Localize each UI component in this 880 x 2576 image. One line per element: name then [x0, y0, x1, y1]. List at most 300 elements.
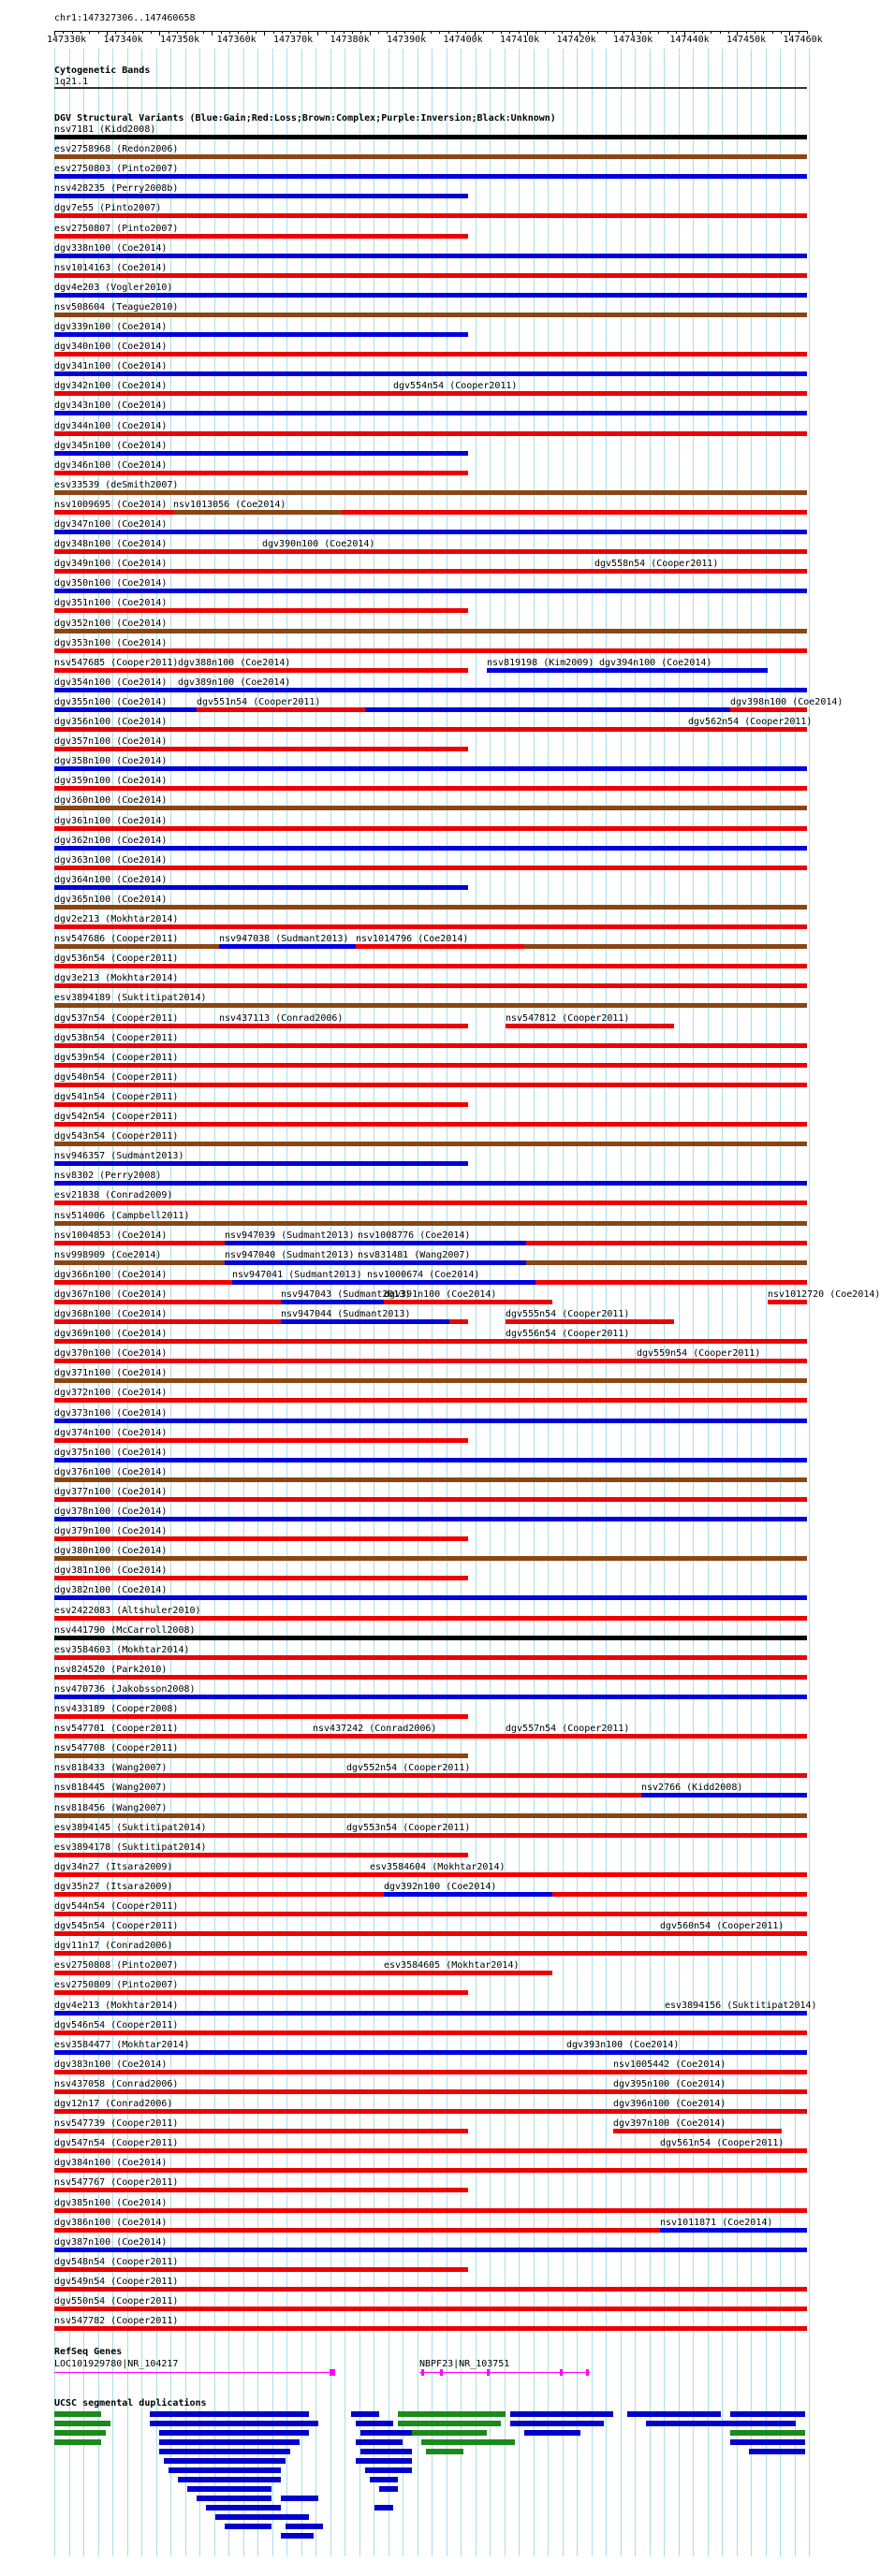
- ruler-tick-label[interactable]: 147330k: [47, 35, 87, 45]
- segdup-block[interactable]: [510, 2411, 613, 2417]
- variant-label[interactable]: nsv1000674 (Coe2014): [367, 1269, 480, 1280]
- variant-bar[interactable]: [613, 2109, 782, 2114]
- variant-label[interactable]: dgv365n100 (Coe2014): [54, 894, 168, 905]
- segdup-block[interactable]: [421, 2439, 515, 2445]
- variant-label[interactable]: dgv393n100 (Coe2014): [566, 2039, 680, 2050]
- variant-label[interactable]: nsv947044 (Sudmant2013): [281, 1309, 411, 1319]
- variant-label[interactable]: dgv370n100 (Coe2014): [54, 1348, 168, 1360]
- variant-label[interactable]: dgv550n54 (Cooper2011): [54, 2296, 179, 2307]
- variant-label[interactable]: dgv545n54 (Cooper2011): [54, 1921, 179, 1932]
- variant-bar[interactable]: [173, 510, 342, 515]
- variant-label[interactable]: dgv392n100 (Coe2014): [384, 1881, 497, 1892]
- variant-label[interactable]: dgv374n100 (Coe2014): [54, 1427, 168, 1438]
- variant-label[interactable]: dgv350n100 (Coe2014): [54, 578, 168, 589]
- cytoband-track-title[interactable]: Cytogenetic Bands: [54, 65, 151, 76]
- variant-label[interactable]: dgv542n54 (Cooper2011): [54, 1112, 179, 1122]
- segdup-block[interactable]: [730, 2430, 805, 2436]
- variant-label[interactable]: nsv547701 (Cooper2011): [54, 1724, 179, 1735]
- variant-label[interactable]: dgv7e55 (Pinto2007): [54, 203, 162, 214]
- variant-bar[interactable]: [54, 786, 807, 791]
- variant-label[interactable]: dgv395n100 (Coe2014): [613, 2078, 726, 2089]
- variant-label[interactable]: dgv549n54 (Cooper2011): [54, 2276, 179, 2287]
- variant-label[interactable]: dgv391n100 (Coe2014): [384, 1288, 497, 1300]
- variant-bar[interactable]: [54, 2188, 468, 2192]
- variant-bar[interactable]: [54, 2129, 468, 2133]
- variant-label[interactable]: esv3894156 (Suktitipat2014): [665, 2000, 817, 2011]
- variant-bar[interactable]: [54, 1398, 807, 1403]
- variant-bar[interactable]: [54, 1201, 807, 1205]
- segdup-block[interactable]: [215, 2514, 286, 2520]
- variant-label[interactable]: dgv397n100 (Coe2014): [613, 2118, 726, 2130]
- exon-block[interactable]: [421, 2369, 424, 2376]
- segdup-block[interactable]: [187, 2486, 271, 2492]
- variant-bar[interactable]: [566, 2050, 735, 2055]
- variant-bar[interactable]: [54, 2030, 807, 2035]
- variant-bar[interactable]: [54, 174, 807, 179]
- variant-label[interactable]: dgv361n100 (Coe2014): [54, 815, 168, 826]
- variant-label[interactable]: dgv398n100 (Coe2014): [730, 696, 843, 707]
- ruler-tick-label[interactable]: 147380k: [330, 35, 370, 45]
- variant-label[interactable]: nsv547812 (Cooper2011): [506, 1012, 630, 1024]
- segdup-block[interactable]: [379, 2486, 398, 2492]
- ruler-tick-label[interactable]: 147410k: [500, 35, 540, 45]
- variant-label[interactable]: dgv536n54 (Cooper2011): [54, 953, 179, 965]
- segdup-block[interactable]: [360, 2449, 412, 2454]
- variant-bar[interactable]: [54, 1912, 807, 1916]
- segdup-block[interactable]: [351, 2411, 379, 2417]
- variant-label[interactable]: dgv537n54 (Cooper2011): [54, 1012, 179, 1024]
- ruler-tick-label[interactable]: 147360k: [216, 35, 257, 45]
- cytoband-label[interactable]: 1q21.1: [54, 77, 89, 87]
- variant-label[interactable]: nsv437113 (Conrad2006): [219, 1012, 344, 1024]
- variant-bar[interactable]: [54, 1517, 807, 1521]
- segdup-block[interactable]: [365, 2467, 412, 2473]
- variant-label[interactable]: nsv547739 (Cooper2011): [54, 2118, 179, 2130]
- variant-label[interactable]: dgv390n100 (Coe2014): [262, 539, 375, 550]
- variant-label[interactable]: dgv366n100 (Coe2014): [54, 1269, 168, 1280]
- variant-bar[interactable]: [594, 569, 763, 574]
- variant-label[interactable]: dgv35n27 (Itsara2009): [54, 1881, 173, 1892]
- variant-bar[interactable]: [54, 1181, 807, 1186]
- refseq-track-title[interactable]: RefSeq Genes: [54, 2347, 123, 2357]
- variant-label[interactable]: dgv360n100 (Coe2014): [54, 795, 168, 807]
- variant-label[interactable]: dgv541n54 (Cooper2011): [54, 1091, 179, 1102]
- variant-bar[interactable]: [54, 648, 807, 653]
- variant-bar[interactable]: [54, 707, 807, 712]
- variant-label[interactable]: nsv1013056 (Coe2014): [173, 499, 286, 510]
- variant-label[interactable]: dgv11n17 (Conrad2006): [54, 1941, 173, 1952]
- variant-bar[interactable]: [660, 2228, 807, 2233]
- variant-bar[interactable]: [313, 1734, 481, 1739]
- variant-label[interactable]: dgv344n100 (Coe2014): [54, 420, 168, 431]
- variant-bar[interactable]: [219, 1024, 388, 1028]
- variant-label[interactable]: nsv947040 (Sudmant2013): [225, 1249, 355, 1260]
- variant-label[interactable]: dgv396n100 (Coe2014): [613, 2099, 726, 2109]
- variant-label[interactable]: dgv547n54 (Cooper2011): [54, 2138, 179, 2149]
- variant-bar[interactable]: [54, 1122, 807, 1127]
- variant-bar[interactable]: [768, 1300, 807, 1304]
- variant-bar[interactable]: [54, 530, 807, 534]
- variant-bar[interactable]: [54, 1142, 807, 1146]
- variant-label[interactable]: nsv1009695 (Coe2014): [54, 499, 168, 510]
- segdup-block[interactable]: [159, 2449, 290, 2454]
- segdup-track-title[interactable]: UCSC segmental duplications: [54, 2398, 207, 2409]
- variant-label[interactable]: dgv388n100 (Coe2014): [178, 657, 291, 668]
- variant-label[interactable]: dgv346n100 (Coe2014): [54, 459, 168, 471]
- variant-bar[interactable]: [54, 431, 807, 436]
- exon-block[interactable]: [440, 2369, 443, 2376]
- variant-bar[interactable]: [384, 1300, 552, 1304]
- variant-label[interactable]: dgv338n100 (Coe2014): [54, 242, 168, 254]
- variant-bar[interactable]: [54, 293, 807, 298]
- variant-label[interactable]: esv3894189 (Suktitipat2014): [54, 993, 207, 1004]
- variant-bar[interactable]: [54, 589, 807, 593]
- variant-label[interactable]: nsv818433 (Wang2007): [54, 1763, 168, 1774]
- variant-label[interactable]: dgv364n100 (Coe2014): [54, 874, 168, 885]
- cytoband-bar[interactable]: [54, 87, 807, 89]
- segdup-block[interactable]: [510, 2421, 604, 2426]
- variant-label[interactable]: nsv831481 (Wang2007): [358, 1249, 471, 1260]
- dgv-track-title[interactable]: DGV Structural Variants (Blue:Gain;Red:Loss;Brown:Complex;Purple:Inversion;Black:Unknown): [54, 113, 556, 124]
- variant-label[interactable]: nsv1008776 (Coe2014): [358, 1230, 471, 1241]
- variant-label[interactable]: esv2750803 (Pinto2007): [54, 164, 179, 175]
- variant-label[interactable]: dgv557n54 (Cooper2011): [506, 1724, 630, 1735]
- variant-bar[interactable]: [54, 806, 807, 810]
- variant-bar[interactable]: [54, 1378, 807, 1383]
- variant-bar[interactable]: [54, 411, 807, 415]
- variant-bar[interactable]: [54, 826, 807, 831]
- segdup-block[interactable]: [370, 2477, 398, 2482]
- variant-bar[interactable]: [346, 1833, 515, 1838]
- variant-bar[interactable]: [54, 352, 807, 357]
- variant-label[interactable]: dgv3e213 (Mokhtar2014): [54, 973, 179, 984]
- variant-bar[interactable]: [54, 254, 807, 258]
- segdup-block[interactable]: [159, 2430, 309, 2436]
- segdup-block[interactable]: [426, 2449, 463, 2454]
- variant-bar[interactable]: [54, 1714, 468, 1719]
- variant-bar[interactable]: [506, 1734, 674, 1739]
- variant-bar[interactable]: [54, 1675, 807, 1680]
- variant-label[interactable]: nsv1011871 (Coe2014): [660, 2217, 773, 2228]
- variant-bar[interactable]: [54, 490, 807, 495]
- variant-label[interactable]: nsv824520 (Park2010): [54, 1664, 168, 1675]
- variant-bar[interactable]: [54, 905, 807, 910]
- variant-bar[interactable]: [178, 688, 346, 692]
- segdup-block[interactable]: [356, 2439, 403, 2445]
- variant-bar[interactable]: [54, 1556, 807, 1561]
- variant-label[interactable]: dgv540n54 (Cooper2011): [54, 1071, 179, 1083]
- variant-bar[interactable]: [54, 2267, 468, 2272]
- segdup-block[interactable]: [206, 2505, 281, 2511]
- variant-label[interactable]: esv3584603 (Mokhtar2014): [54, 1644, 190, 1655]
- segdup-block[interactable]: [646, 2421, 796, 2426]
- ruler-tick-label[interactable]: 147420k: [556, 35, 596, 45]
- variant-bar[interactable]: [54, 371, 807, 376]
- variant-label[interactable]: esv3894178 (Suktitipat2014): [54, 1841, 207, 1853]
- variant-label[interactable]: nsv1014796 (Coe2014): [356, 934, 469, 945]
- variant-bar[interactable]: [506, 1024, 674, 1028]
- variant-bar[interactable]: [54, 1754, 468, 1758]
- variant-label[interactable]: esv2750807 (Pinto2007): [54, 223, 179, 234]
- variant-bar[interactable]: [641, 1793, 807, 1797]
- variant-label[interactable]: nsv547708 (Cooper2011): [54, 1743, 179, 1754]
- segdup-block[interactable]: [54, 2439, 101, 2445]
- variant-label[interactable]: dgv543n54 (Cooper2011): [54, 1131, 179, 1142]
- variant-bar[interactable]: [54, 2326, 807, 2331]
- variant-label[interactable]: dgv359n100 (Coe2014): [54, 776, 168, 787]
- variant-label[interactable]: dgv348n100 (Coe2014): [54, 539, 168, 550]
- variant-label[interactable]: dgv387n100 (Coe2014): [54, 2236, 168, 2248]
- variant-label[interactable]: dgv378n100 (Coe2014): [54, 1506, 168, 1517]
- exon-block[interactable]: [330, 2369, 335, 2376]
- variant-bar[interactable]: [54, 213, 807, 218]
- variant-bar[interactable]: [54, 1477, 807, 1482]
- segdup-block[interactable]: [54, 2430, 106, 2436]
- variant-bar[interactable]: [281, 1319, 449, 1324]
- segdup-block[interactable]: [398, 2421, 501, 2426]
- variant-bar[interactable]: [54, 766, 807, 771]
- variant-label[interactable]: nsv433189 (Cooper2008): [54, 1704, 179, 1714]
- variant-label[interactable]: nsv818456 (Wang2007): [54, 1802, 168, 1813]
- variant-label[interactable]: esv3584477 (Mokhtar2014): [54, 2039, 190, 2050]
- variant-bar[interactable]: [54, 1043, 807, 1048]
- variant-label[interactable]: esv3584605 (Mokhtar2014): [384, 1960, 520, 1972]
- segdup-block[interactable]: [749, 2449, 805, 2454]
- variant-bar[interactable]: [54, 154, 807, 159]
- gene-line[interactable]: [419, 2372, 590, 2373]
- variant-label[interactable]: dgv357n100 (Coe2014): [54, 736, 168, 748]
- segdup-block[interactable]: [730, 2439, 805, 2445]
- variant-bar[interactable]: [665, 2011, 807, 2016]
- variant-label[interactable]: dgv341n100 (Coe2014): [54, 361, 168, 372]
- variant-label[interactable]: dgv560n54 (Cooper2011): [660, 1921, 785, 1932]
- variant-bar[interactable]: [54, 1536, 468, 1541]
- variant-label[interactable]: nsv428235 (Perry2008b): [54, 183, 179, 195]
- variant-bar[interactable]: [54, 1655, 807, 1660]
- variant-label[interactable]: dgv342n100 (Coe2014): [54, 381, 168, 392]
- ruler-tick-label[interactable]: 147350k: [160, 35, 200, 45]
- exon-block[interactable]: [560, 2369, 563, 2376]
- variant-bar[interactable]: [384, 1971, 552, 1975]
- variant-label[interactable]: dgv561n54 (Cooper2011): [660, 2138, 785, 2149]
- variant-label[interactable]: dgv546n54 (Cooper2011): [54, 2019, 179, 2030]
- variant-label[interactable]: nsv547685 (Cooper2011): [54, 657, 179, 668]
- variant-bar[interactable]: [54, 608, 468, 613]
- variant-label[interactable]: dgv12n17 (Conrad2006): [54, 2099, 173, 2109]
- segdup-block[interactable]: [356, 2458, 412, 2464]
- variant-bar[interactable]: [54, 1616, 807, 1621]
- variant-label[interactable]: nsv947038 (Sudmant2013): [219, 934, 349, 945]
- variant-label[interactable]: dgv556n54 (Cooper2011): [506, 1329, 630, 1340]
- variant-label[interactable]: nsv1014163 (Coe2014): [54, 262, 168, 273]
- variant-label[interactable]: dgv343n100 (Coe2014): [54, 400, 168, 412]
- ruler-tick-label[interactable]: 147460k: [783, 35, 823, 45]
- variant-bar[interactable]: [54, 1497, 807, 1502]
- ruler-tick-label[interactable]: 147400k: [443, 35, 483, 45]
- variant-bar[interactable]: [54, 924, 807, 929]
- variant-bar[interactable]: [54, 885, 468, 890]
- variant-bar[interactable]: [54, 1813, 807, 1818]
- ruler-tick-label[interactable]: 147440k: [669, 35, 710, 45]
- variant-bar[interactable]: [54, 1636, 807, 1640]
- variant-label[interactable]: dgv339n100 (Coe2014): [54, 322, 168, 332]
- variant-label[interactable]: dgv345n100 (Coe2014): [54, 440, 168, 451]
- variant-label[interactable]: nsv998909 (Coe2014): [54, 1249, 162, 1260]
- variant-label[interactable]: dgv559n54 (Cooper2011): [637, 1348, 761, 1360]
- variant-bar[interactable]: [730, 707, 807, 712]
- segdup-block[interactable]: [159, 2439, 300, 2445]
- variant-label[interactable]: dgv351n100 (Coe2014): [54, 598, 168, 609]
- exon-block[interactable]: [487, 2369, 490, 2376]
- segdup-block[interactable]: [169, 2467, 281, 2473]
- variant-label[interactable]: nsv437058 (Conrad2006): [54, 2078, 179, 2089]
- variant-label[interactable]: dgv4e203 (Vogler2010): [54, 282, 173, 293]
- variant-bar[interactable]: [54, 1221, 807, 1226]
- variant-bar[interactable]: [54, 2208, 807, 2213]
- segdup-block[interactable]: [54, 2411, 101, 2417]
- variant-label[interactable]: dgv386n100 (Coe2014): [54, 2217, 168, 2228]
- variant-label[interactable]: dgv373n100 (Coe2014): [54, 1407, 168, 1419]
- variant-label[interactable]: dgv381n100 (Coe2014): [54, 1565, 168, 1577]
- variant-label[interactable]: dgv376n100 (Coe2014): [54, 1466, 168, 1477]
- variant-bar[interactable]: [54, 983, 807, 988]
- variant-bar[interactable]: [506, 1339, 674, 1344]
- variant-bar[interactable]: [54, 629, 807, 633]
- segdup-block[interactable]: [398, 2411, 506, 2417]
- segdup-block[interactable]: [197, 2496, 271, 2501]
- variant-bar[interactable]: [660, 1931, 807, 1936]
- variant-bar[interactable]: [54, 1339, 807, 1344]
- variant-label[interactable]: dgv340n100 (Coe2014): [54, 342, 168, 353]
- variant-bar[interactable]: [54, 688, 807, 692]
- variant-bar[interactable]: [370, 1872, 538, 1877]
- variant-label[interactable]: dgv552n54 (Cooper2011): [346, 1763, 471, 1774]
- variant-label[interactable]: esv2750808 (Pinto2007): [54, 1960, 179, 1972]
- variant-bar[interactable]: [54, 1595, 807, 1600]
- variant-bar[interactable]: [54, 747, 468, 751]
- variant-label[interactable]: dgv377n100 (Coe2014): [54, 1486, 168, 1497]
- variant-label[interactable]: dgv354n100 (Coe2014): [54, 677, 168, 688]
- variant-bar[interactable]: [54, 451, 468, 456]
- variant-label[interactable]: dgv349n100 (Coe2014): [54, 559, 168, 570]
- variant-label[interactable]: nsv947041 (Sudmant2013): [232, 1269, 362, 1280]
- segdup-block[interactable]: [730, 2411, 805, 2417]
- variant-label[interactable]: nsv514006 (Campbell2011): [54, 1210, 190, 1221]
- variant-label[interactable]: esv2758968 (Redon2006): [54, 144, 179, 155]
- variant-bar[interactable]: [54, 2168, 807, 2173]
- variant-label[interactable]: dgv352n100 (Coe2014): [54, 618, 168, 629]
- variant-bar[interactable]: [54, 471, 468, 475]
- variant-bar[interactable]: [54, 1083, 807, 1087]
- variant-bar[interactable]: [393, 391, 562, 396]
- variant-label[interactable]: nsv470736 (Jakobsson2008): [54, 1683, 196, 1695]
- variant-label[interactable]: esv2750809 (Pinto2007): [54, 1980, 179, 1991]
- gene-label[interactable]: LOC101929780|NR_104217: [54, 2359, 179, 2369]
- variant-label[interactable]: nsv1004853 (Coe2014): [54, 1230, 168, 1241]
- variant-label[interactable]: dgv356n100 (Coe2014): [54, 717, 168, 727]
- variant-bar[interactable]: [688, 727, 807, 732]
- variant-bar[interactable]: [54, 273, 807, 278]
- variant-bar[interactable]: [54, 1438, 468, 1443]
- variant-label[interactable]: dgv539n54 (Cooper2011): [54, 1052, 179, 1063]
- variant-label[interactable]: esv33539 (deSmith2007): [54, 479, 179, 490]
- variant-label[interactable]: dgv382n100 (Coe2014): [54, 1585, 168, 1596]
- variant-label[interactable]: nsv947039 (Sudmant2013): [225, 1230, 355, 1241]
- variant-bar[interactable]: [384, 1892, 552, 1897]
- variant-bar[interactable]: [54, 1576, 468, 1580]
- variant-bar[interactable]: [54, 846, 807, 851]
- segdup-block[interactable]: [412, 2430, 487, 2436]
- variant-label[interactable]: dgv394n100 (Coe2014): [599, 657, 712, 668]
- variant-label[interactable]: nsv547767 (Cooper2011): [54, 2177, 179, 2189]
- variant-label[interactable]: dgv368n100 (Coe2014): [54, 1309, 168, 1319]
- variant-bar[interactable]: [54, 1161, 468, 1166]
- segdup-block[interactable]: [281, 2533, 314, 2539]
- variant-bar[interactable]: [54, 1853, 468, 1857]
- variant-label[interactable]: nsv437242 (Conrad2006): [313, 1724, 437, 1735]
- variant-bar[interactable]: [613, 2070, 782, 2074]
- variant-label[interactable]: dgv363n100 (Coe2014): [54, 854, 168, 866]
- segdup-block[interactable]: [374, 2505, 393, 2511]
- segdup-block[interactable]: [164, 2458, 286, 2464]
- segdup-block[interactable]: [356, 2421, 393, 2426]
- variant-label[interactable]: dgv358n100 (Coe2014): [54, 756, 168, 767]
- variant-label[interactable]: dgv353n100 (Coe2014): [54, 637, 168, 648]
- segdup-block[interactable]: [524, 2430, 580, 2436]
- variant-label[interactable]: dgv380n100 (Coe2014): [54, 1546, 168, 1557]
- variant-bar[interactable]: [599, 668, 768, 673]
- variant-label[interactable]: esv3894145 (Suktitipat2014): [54, 1822, 207, 1833]
- ruler-tick-label[interactable]: 147430k: [613, 35, 653, 45]
- variant-bar[interactable]: [54, 964, 807, 968]
- segdup-block[interactable]: [281, 2496, 318, 2501]
- variant-label[interactable]: dgv562n54 (Cooper2011): [688, 717, 813, 727]
- variant-bar[interactable]: [54, 234, 468, 239]
- variant-bar[interactable]: [54, 1951, 807, 1956]
- variant-bar[interactable]: [262, 549, 431, 554]
- variant-label[interactable]: dgv34n27 (Itsara2009): [54, 1861, 173, 1872]
- variant-label[interactable]: dgv2e213 (Mokhtar2014): [54, 914, 179, 924]
- variant-label[interactable]: nsv441790 (McCarroll2008): [54, 1624, 196, 1636]
- segdup-block[interactable]: [54, 2421, 110, 2426]
- segdup-block[interactable]: [150, 2421, 318, 2426]
- segdup-block[interactable]: [178, 2477, 281, 2482]
- variant-label[interactable]: dgv347n100 (Coe2014): [54, 519, 168, 530]
- variant-bar[interactable]: [54, 2287, 807, 2292]
- variant-bar[interactable]: [54, 332, 468, 337]
- variant-label[interactable]: nsv818445 (Wang2007): [54, 1783, 168, 1794]
- variant-label[interactable]: esv3584604 (Mokhtar2014): [370, 1861, 506, 1872]
- variant-bar[interactable]: [54, 1102, 468, 1107]
- variant-bar[interactable]: [54, 135, 807, 139]
- variant-bar[interactable]: [358, 1241, 526, 1245]
- variant-bar[interactable]: [346, 1773, 515, 1778]
- variant-bar[interactable]: [637, 1359, 805, 1363]
- variant-bar[interactable]: [54, 1990, 468, 1995]
- variant-label[interactable]: dgv375n100 (Coe2014): [54, 1447, 168, 1458]
- segdup-block[interactable]: [627, 2411, 721, 2417]
- variant-bar[interactable]: [367, 1280, 535, 1285]
- exon-block[interactable]: [586, 2369, 589, 2376]
- variant-label[interactable]: dgv371n100 (Coe2014): [54, 1368, 168, 1379]
- ruler-tick-label[interactable]: 147450k: [726, 35, 767, 45]
- variant-label[interactable]: dgv551n54 (Cooper2011): [197, 696, 321, 707]
- variant-label[interactable]: nsv2766 (Kidd2008): [641, 1783, 743, 1794]
- variant-label[interactable]: nsv547782 (Cooper2011): [54, 2316, 179, 2327]
- variant-label[interactable]: dgv355n100 (Coe2014): [54, 696, 168, 707]
- variant-bar[interactable]: [356, 944, 524, 949]
- variant-label[interactable]: dgv369n100 (Coe2014): [54, 1329, 168, 1340]
